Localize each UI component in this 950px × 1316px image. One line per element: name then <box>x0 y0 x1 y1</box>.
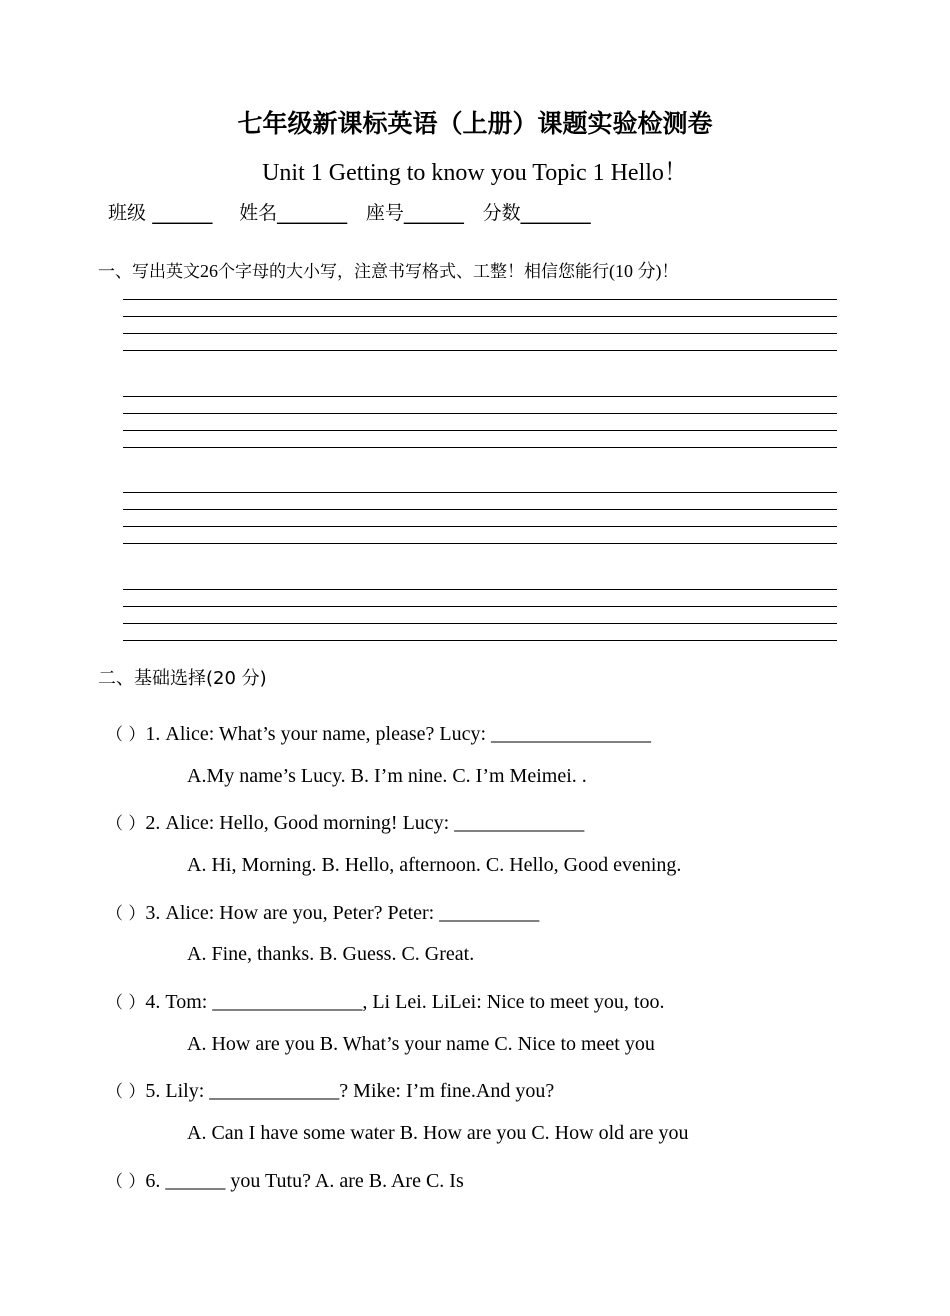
writing-line <box>123 509 837 510</box>
student-info-row <box>108 198 591 225</box>
writing-line <box>123 492 837 493</box>
page-subtitle: Unit 1 Getting to know you Topic 1 Hello！ <box>262 160 688 186</box>
answer-bracket[interactable]: （ ） <box>106 725 146 745</box>
question-text: 2. Alice: Hello, Good morning! Lucy: _____________ <box>145 812 585 834</box>
question-text: 3. Alice: How are you, Peter? Peter: __________ <box>145 902 540 924</box>
writing-line <box>123 396 837 397</box>
writing-line <box>123 623 837 624</box>
writing-line <box>123 413 837 414</box>
question-3-options: A. Fine, thanks. B. Guess. C. Great. <box>187 943 475 965</box>
name-blank: _______ <box>277 200 348 224</box>
writing-line <box>123 589 837 590</box>
question-4 <box>106 988 664 1014</box>
class-blank: ______ <box>152 200 213 224</box>
question-6 <box>106 1167 464 1193</box>
question-5 <box>106 1077 554 1103</box>
question-text: 5. Lily: _____________? Mike: I’m fine.And you? <box>145 1080 555 1102</box>
question-2 <box>106 809 584 835</box>
answer-bracket[interactable]: （ ） <box>106 814 146 834</box>
section-1-heading: 一、写出英文26个字母的大小写，注意书写格式、工整！相信您能行(10 分)！ <box>98 261 679 282</box>
writing-line <box>123 299 837 300</box>
answer-bracket[interactable]: （ ） <box>106 1172 146 1192</box>
class-label: 班级 <box>108 202 147 224</box>
question-1 <box>106 720 651 746</box>
question-text: 6. ______ you Tutu? A. are B. Are C. Is <box>145 1170 464 1192</box>
answer-bracket[interactable]: （ ） <box>106 904 146 924</box>
seat-blank: ______ <box>403 200 464 224</box>
score-blank: _______ <box>520 200 591 224</box>
writing-line <box>123 640 837 641</box>
question-1-options: A.My name’s Lucy. B. I’m nine. C. I’m Meimei. . <box>187 765 587 787</box>
writing-line <box>123 543 837 544</box>
writing-line <box>123 526 837 527</box>
score-label: 分数 <box>482 202 521 224</box>
seat-label: 座号 <box>365 202 404 224</box>
name-label: 姓名 <box>239 202 278 224</box>
writing-line <box>123 447 837 448</box>
writing-line <box>123 333 837 334</box>
answer-bracket[interactable]: （ ） <box>106 993 146 1013</box>
page-title: 七年级新课标英语（上册）课题实验检测卷 <box>237 109 713 138</box>
question-4-options: A. How are you B. What’s your name C. Nice to meet you <box>187 1033 655 1055</box>
question-5-options: A. Can I have some water B. How are you C. How old are you <box>187 1122 689 1144</box>
writing-line <box>123 316 837 317</box>
question-3 <box>106 899 539 925</box>
question-text: 4. Tom: _______________, Li Lei. LiLei: Nice to meet you, too. <box>145 991 665 1013</box>
section-2-heading: 二、基础选择(20 分) <box>98 668 267 689</box>
writing-line <box>123 606 837 607</box>
writing-line <box>123 350 837 351</box>
writing-line <box>123 430 837 431</box>
answer-bracket[interactable]: （ ） <box>106 1082 146 1102</box>
question-text: 1. Alice: What’s your name, please? Lucy: ________________ <box>145 723 652 745</box>
question-2-options: A. Hi, Morning. B. Hello, afternoon. C. Hello, Good evening. <box>187 854 682 876</box>
